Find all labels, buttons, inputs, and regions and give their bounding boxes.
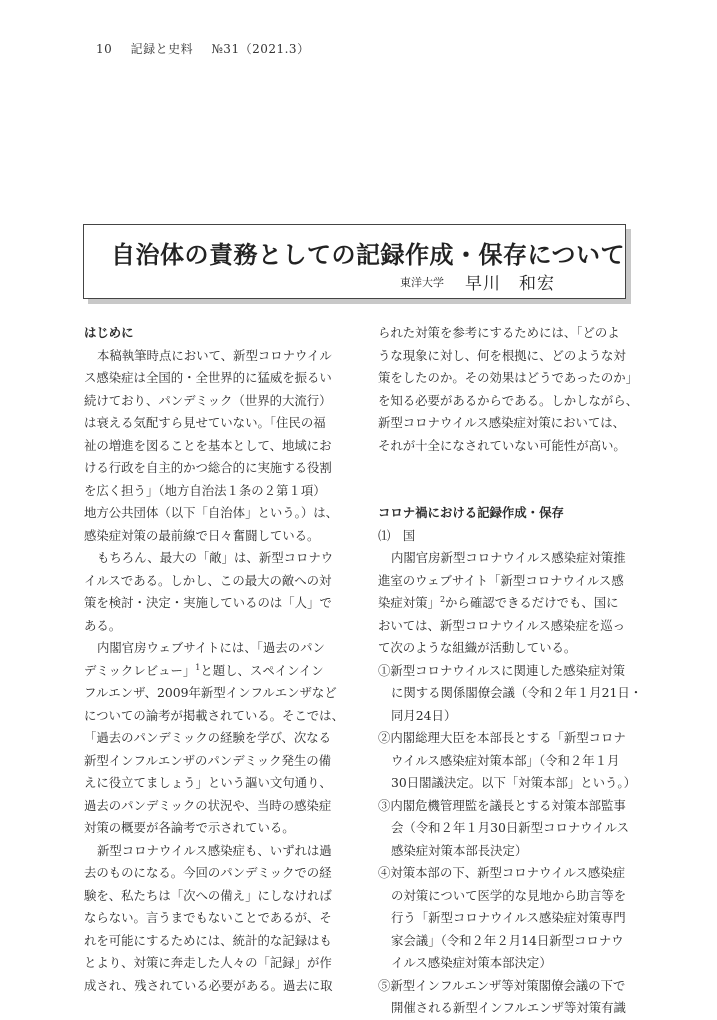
text-line — [378, 772, 640, 795]
line-text: ス感染症は全国的・全世界的に猛威を振るい — [84, 370, 332, 385]
text-line — [84, 750, 346, 773]
text-line — [84, 412, 346, 435]
line-text: コロナ禍における記録作成・保存 — [378, 505, 564, 520]
line-text: ⑤新型インフルエンザ等対策閣僚会議の下で — [378, 977, 626, 993]
line-text: フルエンザ、2009年新型インフルエンザなど — [84, 685, 337, 700]
line-text: イルスである。しかし、この最大の敵への対 — [84, 572, 332, 588]
text-line — [84, 615, 346, 638]
text-line — [84, 727, 346, 750]
line-text: 策をしたのか。その効果はどうであったのか」 — [378, 370, 639, 385]
line-text: ①新型コロナウイルスに関連した感染症対策 — [378, 662, 626, 678]
line-text-cont: と題し、スペインイン — [200, 662, 324, 678]
author-name: 早川 和宏 — [465, 274, 555, 294]
text-line — [84, 975, 346, 998]
line-text-cont: から確認できるだけでも、国に — [445, 595, 619, 610]
line-text: 地方公共団体（以下「自治体」という。）は、 — [84, 505, 339, 520]
line-text: とより、対策に奔走した人々の「記録」が作 — [84, 955, 332, 970]
line-text: 感染症対策本部長決定） — [391, 842, 528, 858]
text-line — [378, 570, 640, 593]
left-column — [84, 322, 346, 997]
line-text: 家会議」（令和２年２月14日新型コロナウ — [391, 932, 624, 948]
line-text: を知る必要があるからである。しかしながら、 — [378, 392, 639, 408]
journal-name: 記録と史料 — [130, 42, 194, 56]
line-text: 染症対策」 — [378, 595, 440, 610]
line-text: ④対策本部の下、新型コロナウイルス感染症 — [378, 865, 626, 880]
blank-line — [378, 480, 640, 503]
line-text: は衰える気配すら見せていない。「住民の福 — [84, 415, 326, 430]
line-text: 対策の概要が各論考で示されている。 — [84, 820, 295, 835]
line-text: 「過去のパンデミックの経験を学び、次なる — [84, 730, 332, 745]
text-line — [84, 907, 346, 930]
line-text: 新型コロナウイルス感染症対策においては、 — [378, 415, 626, 430]
text-line — [378, 952, 640, 975]
line-text: えに役立てましょう」という謳い文句通り、 — [84, 775, 332, 790]
line-text: られた対策を参考にするためには、「どのよ — [378, 325, 620, 340]
text-line — [378, 390, 640, 413]
section-heading — [378, 502, 640, 525]
line-text: もちろん、最大の「敵」は、新型コロナウ — [97, 550, 334, 565]
line-text: 進室のウェブサイト「新型コロナウイルス感 — [378, 572, 624, 588]
text-line — [378, 840, 640, 863]
text-line — [378, 817, 640, 840]
text-line — [84, 480, 346, 503]
text-line — [378, 412, 640, 435]
text-line — [84, 682, 346, 705]
text-line — [84, 637, 346, 660]
text-line — [378, 907, 640, 930]
text-line — [378, 660, 640, 683]
text-line — [84, 705, 346, 728]
text-line — [84, 547, 346, 570]
line-text: 30日閣議決定。以下「対策本部」という。） — [391, 775, 636, 790]
line-text: 開催される新型インフルエンザ等対策有識 — [391, 1000, 626, 1015]
text-line — [84, 525, 346, 548]
line-text: デミックレビュー」 — [84, 662, 196, 678]
text-line — [84, 502, 346, 525]
text-line — [378, 637, 640, 660]
text-line — [378, 322, 640, 345]
text-line — [378, 885, 640, 908]
text-line — [378, 682, 643, 705]
line-text: 祉の増進を図ることを基本として、地域にお — [84, 437, 332, 453]
line-text: についての論考が掲載されている。そこでは、 — [84, 707, 344, 723]
text-line — [378, 525, 640, 548]
line-text: て次のような組織が活動している。 — [378, 640, 577, 655]
line-text: ならない。言うまでもないことであるが、そ — [84, 910, 332, 925]
text-line — [378, 435, 640, 458]
line-text: ③内閣危機管理監を議長とする対策本部監事 — [378, 797, 626, 813]
line-text: ある。 — [84, 617, 122, 633]
line-text: ウイルス感染症対策本部」（令和２年１月 — [391, 752, 620, 768]
text-line — [84, 817, 346, 840]
line-text: の対策について医学的な見地から助言等を — [391, 887, 627, 903]
line-text: 同月24日） — [391, 707, 457, 723]
line-text: を広く担う」（地方自治法１条の２第１項） — [84, 482, 326, 498]
line-text: 過去のパンデミックの状況や、当時の感染症 — [84, 797, 332, 813]
text-line — [84, 840, 346, 863]
text-line — [378, 862, 640, 885]
line-text: ②内閣総理大臣を本部長とする「新型コロナ — [378, 730, 626, 745]
right-column — [378, 322, 643, 1020]
line-text: に関する関係閣僚会議（令和２年１月21日・ — [391, 685, 643, 700]
author-affiliation: 東洋大学 — [400, 276, 444, 289]
text-line — [84, 772, 346, 795]
text-line — [84, 930, 346, 953]
line-text: 成され、残されている必要がある。過去に取 — [84, 977, 333, 993]
text-line — [84, 885, 346, 908]
running-header — [96, 40, 324, 57]
text-line — [378, 705, 640, 728]
article-title: 自治体の責務としての記録作成・保存について — [111, 240, 626, 269]
text-line — [84, 660, 346, 683]
line-text: はじめに — [84, 325, 134, 340]
page-number: 10 — [96, 42, 113, 56]
text-line — [378, 615, 640, 638]
line-text: 策を検討・決定・実施しているのは「人」で — [84, 595, 332, 610]
line-text: 内閣官房ウェブサイトには、「過去のパン — [97, 640, 325, 655]
line-text: 新型コロナウイルス感染症も、いずれは過 — [97, 842, 332, 858]
text-line — [378, 547, 640, 570]
line-text: 会（令和２年１月30日新型コロナウイルス — [391, 820, 630, 835]
line-text: 験を、私たちは「次への備え」にしなければ — [84, 887, 332, 903]
text-line — [378, 795, 640, 818]
line-text: 新型インフルエンザのパンデミック発生の備 — [84, 752, 332, 768]
line-text: ける行政を自主的かつ総合的に実施する役割 — [84, 460, 332, 475]
text-line — [378, 367, 640, 390]
line-text: ⑴ 国 — [378, 527, 416, 543]
text-line — [84, 457, 346, 480]
line-text: 感染症対策の最前線で日々奮闘している。 — [84, 527, 320, 543]
text-line — [378, 975, 640, 998]
footnote-ref: 1 — [195, 662, 201, 672]
text-line — [378, 592, 640, 615]
line-text: イルス感染症対策本部決定） — [391, 955, 552, 970]
issue-info: №31（2021.3） — [211, 42, 310, 56]
text-line — [378, 345, 640, 368]
section-heading — [84, 322, 346, 345]
line-text: おいては、新型コロナウイルス感染症を巡っ — [378, 617, 626, 633]
line-text: れを可能にするためには、統計的な記録はも — [84, 932, 332, 948]
text-line — [84, 345, 346, 368]
line-text: 続けており、パンデミック（世界的大流行） — [84, 392, 332, 408]
line-text: 本稿執筆時点において、新型コロナウイル — [97, 347, 332, 363]
line-text: 去のものになる。今回のパンデミックでの経 — [84, 865, 332, 880]
text-line — [84, 862, 346, 885]
text-line — [84, 367, 346, 390]
text-line — [84, 592, 346, 615]
text-line — [84, 390, 346, 413]
line-text: 行う「新型コロナウイルス感染症対策専門 — [391, 910, 626, 925]
text-line — [84, 570, 346, 593]
blank-line — [378, 457, 640, 480]
text-line — [378, 930, 640, 953]
line-text: うな現象に対し、何を根拠に、どのような対 — [378, 347, 626, 363]
text-line — [84, 435, 346, 458]
text-line — [378, 997, 640, 1020]
text-line — [378, 750, 640, 773]
text-line — [378, 727, 640, 750]
text-line — [84, 952, 346, 975]
line-text: それが十全になされていない可能性が高い。 — [378, 437, 626, 453]
title-box — [83, 224, 626, 299]
footnote-ref: 2 — [439, 594, 446, 604]
text-line — [84, 795, 346, 818]
line-text: 内閣官房新型コロナウイルス感染症対策推 — [391, 550, 626, 565]
